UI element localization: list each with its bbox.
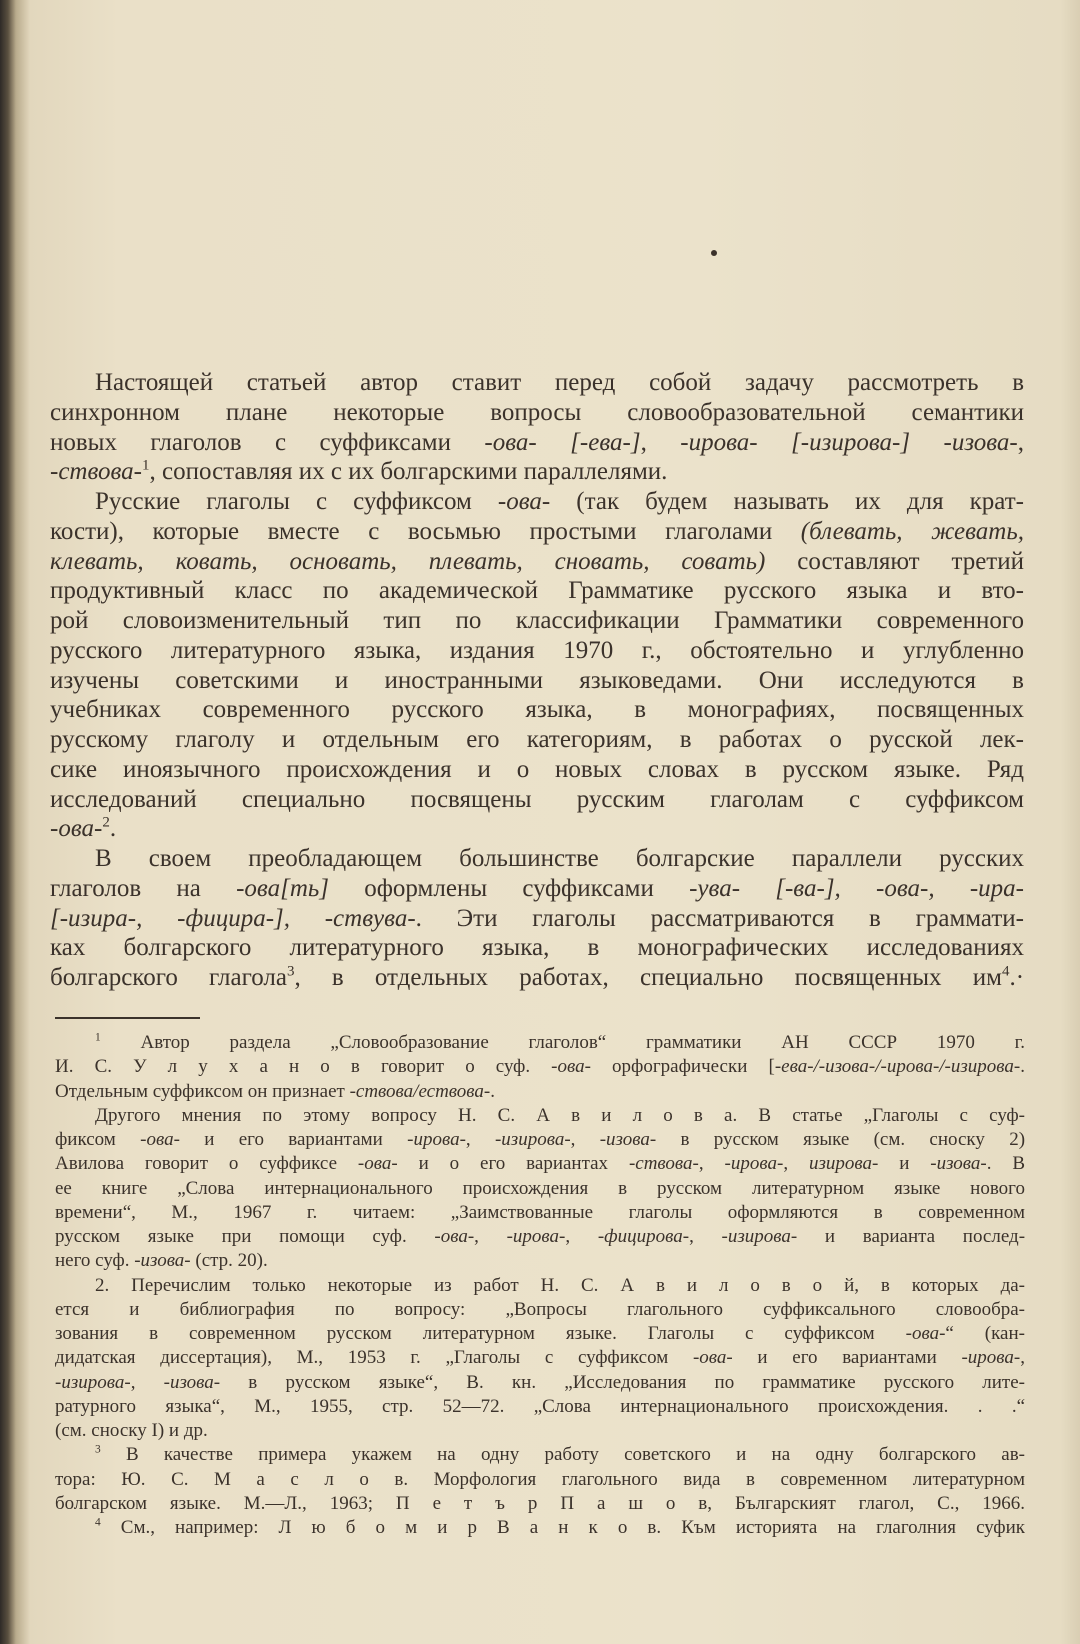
text-run: , (474, 1226, 507, 1247)
footnote-line (55, 1031, 1025, 1055)
text-run: ется и библиография по вопросу: „Вопросы глагольного суффиксального словообра- (55, 1298, 1025, 1320)
text-run: Русские глаголы с суффиксом (95, 488, 498, 515)
text-line (50, 933, 1024, 963)
text-run: русском языке при помощи суф. (55, 1226, 435, 1247)
italic-term: клевать, ковать, основать, плевать, сновать, совать) (50, 547, 766, 575)
text-run: (стр. 20). (190, 1250, 268, 1272)
footnote-ref: 4 (1001, 963, 1010, 980)
text-line (50, 725, 1024, 755)
page-speck (711, 250, 717, 256)
text-run: и варианта послед- (797, 1226, 1026, 1247)
text-run: времени“, М., 1967 г. читаем: „Заимствованные глаголы оформляются в современном (55, 1201, 1025, 1223)
footnotes (55, 1031, 1025, 1540)
text-run: (см. сноску I) и др. (55, 1420, 208, 1441)
italic-term: -изирова- (55, 1371, 131, 1393)
footnote-line (55, 1322, 1025, 1346)
footnote-line (55, 1249, 1025, 1273)
body-text (50, 368, 1024, 993)
italic-term: -ствова- (628, 1153, 699, 1175)
text-run: в русском языке (см. сноску 2) (656, 1129, 1026, 1150)
footnote-line (55, 1152, 1025, 1176)
text-run: . Эти глаголы рассматриваются в граммати- (415, 904, 1024, 932)
text-line (50, 695, 1024, 725)
italic-term: -изирова- (494, 1129, 571, 1150)
italic-term: изирова- (808, 1153, 879, 1175)
text-run: и его вариантами (179, 1129, 408, 1150)
italic-term: -ирова- [-изирова-] -изова- (680, 428, 1018, 456)
footnote-line (55, 1225, 1025, 1249)
text-line (50, 457, 1024, 487)
text-run: продуктивный класс по академической Грамматике русского языка и вто- (50, 577, 1024, 605)
footnote-ref: 4 (95, 1516, 101, 1529)
text-run: русскому глаголу и отдельным его категориям, в работах о русской лек- (50, 726, 1024, 753)
text-run: См., например: Л ю б о м и р В а н к о в. Към историята на глаголния суфик (100, 1517, 1025, 1538)
italic-term: -ирова- (407, 1129, 466, 1150)
footnote-line (55, 1128, 1025, 1152)
footnote-line (55, 1201, 1025, 1225)
italic-term: -ова[ть] (236, 874, 329, 902)
text-run: “ (кан- (945, 1323, 1025, 1344)
footnote-ref: 1 (95, 1031, 101, 1044)
italic-term: -ова- (50, 815, 103, 843)
footnote-line (55, 1104, 1025, 1128)
italic-term: (блевать, жевать, (800, 517, 1024, 545)
text-run: сике иноязычного происхождения и о новых словах в русском языке. Ряд (50, 755, 1024, 783)
italic-term: -ирова- (506, 1226, 566, 1247)
text-line (50, 904, 1024, 934)
italic-term: -изирова- (721, 1226, 798, 1247)
text-run: Настоящей статьей автор ставит перед собой задачу рассмотреть в (95, 369, 1024, 396)
text-run: Отдельным суффиксом он признает (55, 1080, 350, 1102)
text-run: , (689, 1226, 722, 1247)
text-run: ее книге „Слова интернационального происхождения в русском литературном языке нового (55, 1177, 1025, 1199)
footnote-ref: 2 (102, 814, 110, 831)
text-line (50, 814, 1024, 844)
text-run: болгарском языке. М.—Л., 1963; П е т ъ р П а ш о в, Българският глагол, С., 1966. (55, 1492, 1025, 1514)
text-run: . (109, 815, 117, 843)
italic-term: -ирова- (961, 1347, 1021, 1369)
text-run: русского литературного языка, издания 1970 г., обстоятельно и углубленно (50, 636, 1024, 664)
italic-term: -ова- (692, 1347, 733, 1369)
italic-term: -изова- (163, 1371, 221, 1393)
text-run: глаголов на (50, 874, 237, 902)
text-line (50, 428, 1024, 458)
text-run: , сопоставляя их с их болгарскими параллелями. (149, 458, 668, 486)
text-run: Другого мнения по этому вопросу Н. С. А в и л о в а. В статье „Глаголы с суф- (95, 1104, 1025, 1126)
text-line (50, 844, 1024, 874)
text-run: и о его вариантах (397, 1153, 629, 1175)
footnote-line (55, 1492, 1025, 1516)
text-run: и (878, 1153, 931, 1175)
text-line (50, 547, 1024, 577)
text-run: , (465, 1129, 495, 1150)
text-run: .· (1009, 964, 1025, 991)
italic-term: -ирова- (724, 1153, 784, 1175)
text-run: составляют третий (765, 547, 1024, 575)
italic-term: [-изира-, -фицира-], -ствува- (50, 904, 416, 932)
text-run: , в отдельных работах, специально посвященных им (294, 964, 1002, 991)
text-run: , (130, 1371, 164, 1393)
text-run: него суф. (55, 1250, 135, 1272)
footnote-line (55, 1298, 1025, 1322)
text-run: и его вариантами (732, 1347, 962, 1369)
text-line (50, 576, 1024, 606)
italic-term: -фицирова- (597, 1226, 690, 1247)
footnote-line (55, 1443, 1025, 1467)
text-line (50, 487, 1024, 517)
footnote-line (55, 1516, 1025, 1540)
text-run: новых глаголов с суффиксами (50, 428, 485, 456)
italic-term: -ова- (551, 1056, 591, 1078)
footnote-ref: 1 (142, 457, 150, 474)
text-line (50, 398, 1024, 428)
text-run: синхронном плане некоторые вопросы словообразовательной семантики (50, 398, 1024, 426)
italic-term: -ува- [-ва-], -ова-, -ира- (689, 874, 1024, 902)
text-run: учебниках современного русского языка, в монографиях, посвященных (50, 696, 1024, 724)
text-run: оформлены суффиксами (329, 874, 690, 902)
footnote-line (55, 1177, 1025, 1201)
text-run: зования в современном русском литературном языке. Глаголы с суффиксом (55, 1323, 906, 1344)
footnote-line (55, 1371, 1025, 1395)
text-run: рой словоизменительный тип по классификации Грамматики современного (50, 607, 1024, 634)
text-run: В своем преобладающем большинстве болгарские параллели русских (95, 845, 1024, 872)
text-run: Автор раздела „Словообразование глаголов“ грамматики АН СССР 1970 г. (100, 1032, 1025, 1053)
italic-term: -ова- (434, 1226, 475, 1247)
text-line (50, 636, 1024, 666)
text-run: , (1020, 1347, 1025, 1369)
text-run: исследований специально посвящены русским глаголам с суффиксом (50, 785, 1024, 813)
footnote-line (55, 1468, 1025, 1492)
text-run: , (565, 1226, 598, 1247)
footnote-line (55, 1346, 1025, 1370)
text-run: , (640, 428, 681, 456)
text-run: , (698, 1153, 725, 1175)
text-line (50, 785, 1024, 815)
text-run: болгарского глагола (50, 964, 287, 991)
text-run: , (1017, 428, 1025, 456)
text-line (50, 666, 1024, 696)
text-run: в русском языке“, В. кн. „Исследования по грамматике русского лите- (220, 1371, 1025, 1393)
footnote-line (55, 1055, 1025, 1079)
text-run: В качестве примера укажем на одну работу советского и на одну болгарского ав- (100, 1444, 1025, 1466)
footnote-ref: 3 (95, 1443, 101, 1456)
italic-term: -изова- (930, 1153, 987, 1175)
italic-term: -ствова- (50, 458, 143, 486)
text-run: изучены советскими и иностранными языковедами. Они исследуются в (50, 666, 1024, 694)
text-run: Авилова говорит о суффиксе (55, 1153, 358, 1175)
text-line (50, 755, 1024, 785)
text-run: . (1020, 1056, 1025, 1078)
text-line (50, 874, 1024, 904)
text-run: 2. Перечислим только некоторые из работ Н. С. А в и л о в о й, в которых да- (95, 1274, 1025, 1296)
text-run: (так будем называть их для крат- (550, 488, 1024, 515)
text-run: орфографически [ (590, 1056, 775, 1078)
italic-term: -ова- (905, 1323, 946, 1344)
italic-term: -ствова/ествова- (349, 1080, 491, 1102)
text-run: тора: Ю. С. М а с л о в. Морфология глагольного вида в современном литературном (55, 1468, 1025, 1490)
footnote-line (55, 1080, 1025, 1104)
footnote-line (55, 1274, 1025, 1298)
text-line (50, 368, 1024, 398)
text-line (50, 606, 1024, 636)
footnote-line (55, 1395, 1025, 1419)
italic-term: -ова- (357, 1153, 398, 1175)
text-run: ратурного языка“, М., 1955, стр. 52—72. „Слова интернационального происхождения. . .“ (55, 1395, 1025, 1417)
italic-term: -ова- (497, 488, 551, 515)
italic-term: -ова- [-ева-] (484, 428, 641, 456)
text-run: , (783, 1153, 809, 1175)
text-run: фиксом (55, 1129, 141, 1150)
italic-term: -изова- (599, 1129, 657, 1150)
footnote-separator (55, 1017, 200, 1019)
italic-term: -ева-/-изова-/-ирова-/-изирова- (774, 1056, 1021, 1078)
text-run: дидатская диссертация), М., 1953 г. „Глаголы с суффиксом (55, 1347, 693, 1369)
text-run: кости), которые вместе с восьмью простыми глаголами (50, 517, 801, 545)
text-run: ках болгарского литературного языка, в монографических исследованиях (50, 934, 1024, 962)
text-run: , (570, 1129, 600, 1150)
text-run: . (490, 1080, 495, 1102)
footnote-line (55, 1419, 1025, 1443)
italic-term: -ова- (140, 1129, 180, 1150)
text-run: И. С. У л у х а н о в говорит о суф. (55, 1056, 552, 1078)
footnote-ref: 3 (286, 963, 295, 980)
text-run: . В (986, 1153, 1026, 1175)
text-line (50, 517, 1024, 547)
text-line (50, 963, 1024, 993)
italic-term: -изова- (134, 1250, 191, 1272)
